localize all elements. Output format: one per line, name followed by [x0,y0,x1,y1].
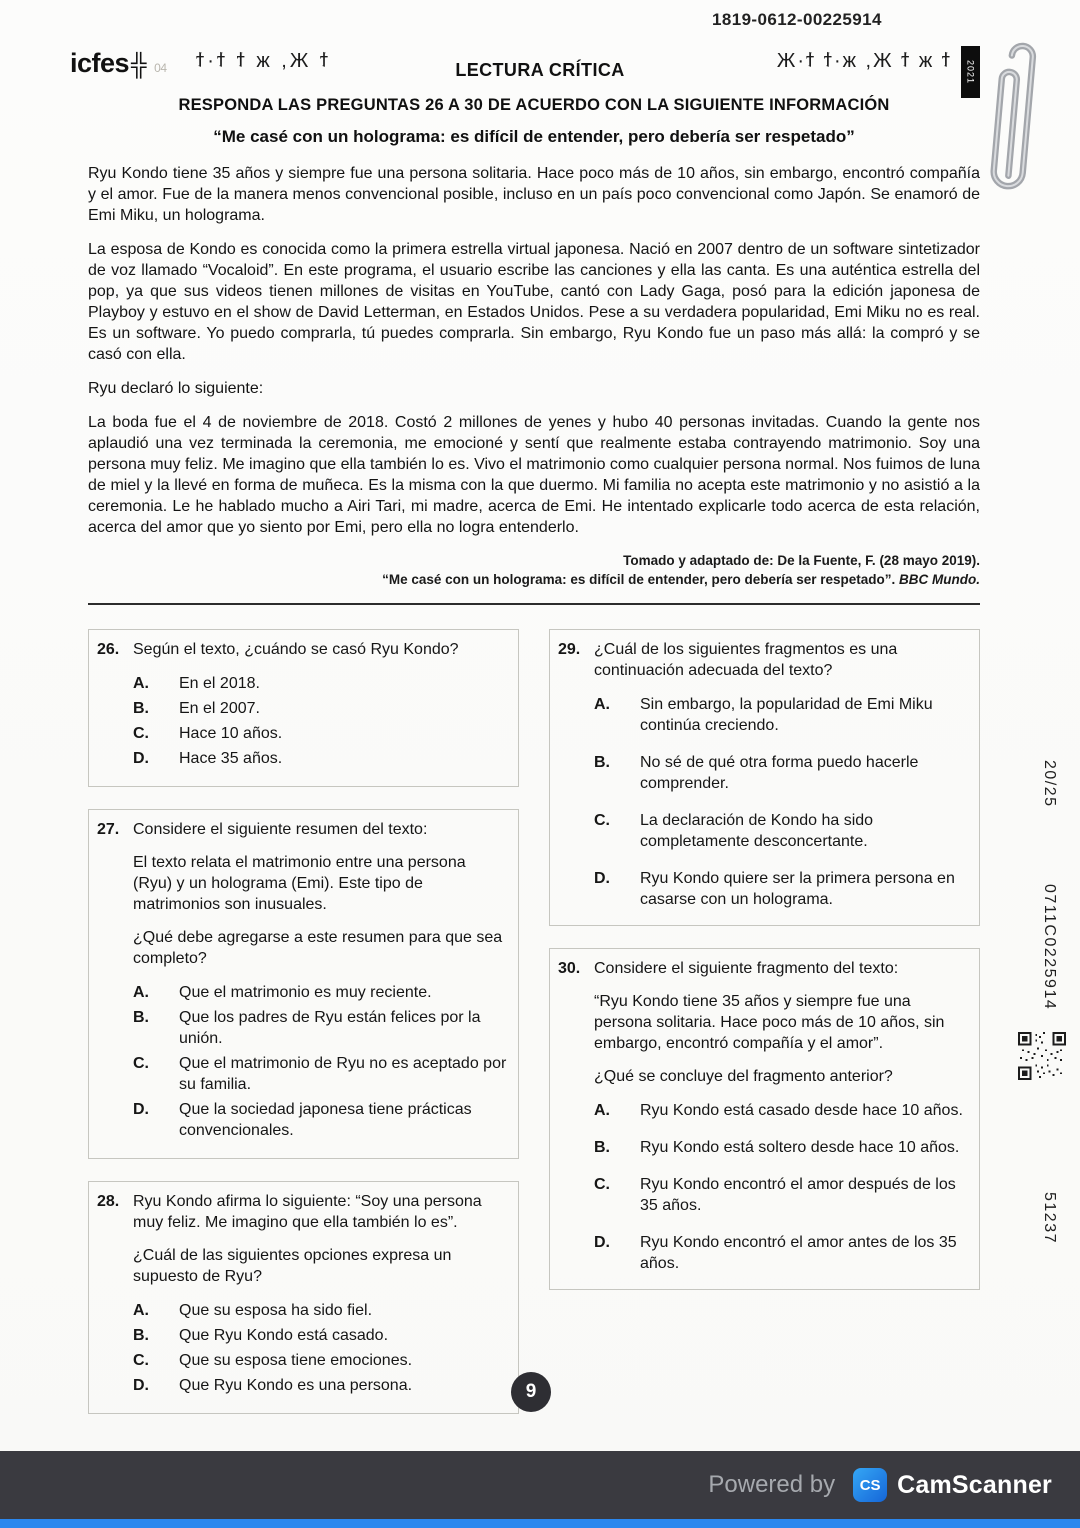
option-row [558,810,969,852]
question-number: 30. [558,960,581,977]
options-list [97,1300,508,1396]
decorative-marks-left: ϯ·ϯ ϯ ж ,Ж ϯ [196,50,332,72]
page-number-badge: 9 [511,1372,551,1412]
question-30 [549,948,980,1290]
icfes-logo-text: icfes [70,48,130,78]
question-26 [88,629,519,787]
options-list [558,694,969,910]
passage-title: “Me casé con un holograma: es difícil de entender, pero debería ser respetado” [213,127,855,146]
option-text: Ryu Kondo encontró el amor antes de los 35 años. [640,1234,957,1272]
passage-paragraph-2: La esposa de Kondo es conocida como la primera estrella virtual japonesa. Nació en 2007 dentro de un software sintetizador de voz llamado “Vocaloid”. En este programa, el usuario escribe las canciones y ella las canta. Es una auténtica estrella del pop, ya que sus videos tienen millones de visitas en YouTube, cantó con Lady Gaga, posó para la edición japonesa de Playboy y estuvo en el show de David Letterman, en Estados Unidos. Pese a su verdadera popularidad, Emi Miku no es real. Es un software. Yo puedo comprarla, tú puedes comprarla. Sin embargo, Ryu Kondo fue un paso más allá: la compró y se casó con ella. [88,241,980,363]
option-letter: D. [594,1234,610,1251]
icfes-logo-mark: ╬ [131,52,147,77]
option-text: No sé de qué otra forma puedo hacerle comprender. [640,754,919,792]
option-text: Sin embargo, la popularidad de Emi Miku continúa creciendo. [640,696,933,734]
questions-column-right [549,629,980,1312]
question-body [97,1245,508,1287]
option-row [558,1137,969,1158]
option-text: Que Ryu Kondo está casado. [179,1327,389,1344]
icfes-logo-note: 04 [154,61,167,75]
attribution-line-2: “Me casé con un holograma: es difícil de entender, pero debería ser respetado”. [382,572,900,587]
attribution [88,551,980,589]
option-text: Hace 10 años. [179,725,283,742]
option-letter: B. [594,1139,610,1156]
option-text: Ryu Kondo encontró el amor después de los 35 años. [640,1176,956,1214]
option-text: Que la sociedad japonesa tiene prácticas convencionales. [179,1101,472,1139]
option-letter: B. [133,700,149,717]
camscanner-badge-icon: CS [853,1468,887,1502]
option-letter: B. [133,1009,149,1026]
question-28 [88,1181,519,1414]
option-text: La declaración de Kondo ha sido completamente desconcertante. [640,812,874,850]
option-text: Que su esposa tiene emociones. [179,1352,413,1369]
declaration-intro: Ryu declaró lo siguiente: [88,380,264,397]
sidebar-code-2: 51237 [1041,1192,1058,1244]
question-number: 26. [97,641,120,658]
option-letter: C. [594,812,610,829]
question-body-paragraph: ¿Qué debe agregarse a este resumen para que sea completo? [133,929,503,967]
option-text: Que su esposa ha sido fiel. [179,1302,373,1319]
option-letter: A. [594,696,610,713]
option-letter: A. [133,984,149,1001]
powered-by-label: Powered by [708,1471,836,1498]
option-row [558,752,969,794]
option-letter: B. [133,1327,149,1344]
question-29 [549,629,980,926]
question-body [97,852,508,969]
option-letter: C. [133,725,149,742]
question-stem: Considere el siguiente resumen del texto: [133,821,428,838]
option-letter: C. [133,1352,149,1369]
option-row [97,982,508,1003]
sidebar-code: 0711C0225914 [1041,884,1058,1011]
camscanner-brand: CamScanner [897,1470,1052,1499]
question-body-paragraph: El texto relata el matrimonio entre una persona (Ryu) y un holograma (Emi). Este tipo de matrimonios son inusuales. [133,854,466,913]
option-row [558,868,969,910]
option-letter: C. [594,1176,610,1193]
option-text: Ryu Kondo está casado desde hace 10 años. [640,1102,963,1119]
camscanner-logo [853,1468,1052,1502]
option-text: En el 2007. [179,700,260,717]
option-letter: D. [594,870,610,887]
option-row [558,1232,969,1274]
option-text: Que el matrimonio de Ryu no es aceptado por su familia. [179,1055,507,1093]
options-list [97,982,508,1141]
footer-accent-bar [0,1519,1080,1528]
option-row [97,1053,508,1095]
declaration-paragraph: La boda fue el 4 de noviembre de 2018. Costó 2 millones de yenes y hubo 40 personas invitadas. Cuando la gente nos aplaudió una vez terminada la ceremonia, me emocioné y sentí que realmente estaba contrayendo matrimonio. Soy una persona muy feliz. Me imagino que ella también lo es. Vivo el matrimonio como cualquier persona normal. Nos fuimos de luna de miel y la llevé en forma de muñeca. Es la misma con la que duermo. Mi familia no acepta este matrimonio y no asistió a la ceremonia. Le he hablado mucho a Airi Tari, mi madre, acerca de Emi. He intentado explicarle todo acerca de esta relación, acerca del amor que yo siento por Emi, pero ella no logra entenderlo. [88,414,980,536]
reading-passage [88,163,980,538]
option-letter: D. [133,1377,149,1394]
passage-divider [88,603,980,605]
option-row [558,694,969,736]
question-body [558,991,969,1087]
question-number: 27. [97,821,120,838]
decorative-marks-right: Ж·ϯ ϯ·ж ,Ж ϯ ж ϯ [776,50,952,72]
option-text: Que los padres de Ryu están felices por la unión. [179,1009,481,1047]
option-row [558,1100,969,1121]
option-letter: D. [133,750,149,767]
option-text: Que el matrimonio es muy reciente. [179,984,432,1001]
option-row [97,1375,508,1396]
question-number: 28. [97,1193,120,1210]
option-row [97,1350,508,1371]
question-stem: Ryu Kondo afirma lo siguiente: “Soy una persona muy feliz. Me imagino que ella también lo es”. [133,1193,482,1231]
corner-tag: 2021 [961,46,980,98]
questions-area [88,629,980,1436]
option-letter: A. [133,1302,149,1319]
questions-column-left [88,629,519,1436]
options-list [558,1100,969,1274]
option-row [97,1007,508,1049]
passage-paragraph-1: Ryu Kondo tiene 35 años y siempre fue una persona solitaria. Hace poco más de 10 años, sin embargo, encontró compañía y el amor. Fue de la manera menos convencional posible, incluso en un país poco convencional como Japón. Se enamoró de Emi Miku, un holograma. [88,165,980,224]
question-body-paragraph: ¿Cuál de las siguientes opciones expresa un supuesto de Ryu? [133,1247,452,1285]
attribution-line-1: Tomado y adaptado de: De la Fuente, F. (28 mayo 2019). [623,553,980,568]
question-number: 29. [558,641,581,658]
question-stem: ¿Cuál de los siguientes fragmentos es una continuación adecuada del texto? [594,641,898,679]
option-row [97,1099,508,1141]
option-text: Que Ryu Kondo es una persona. [179,1377,413,1394]
options-list [97,673,508,769]
option-row [558,1174,969,1216]
option-row [97,673,508,694]
option-text: Hace 35 años. [179,750,283,767]
option-row [97,698,508,719]
option-text: En el 2018. [179,675,260,692]
option-letter: B. [594,754,610,771]
sidebar-page-fraction: 20/25 [1041,760,1058,808]
option-text: Ryu Kondo quiere ser la primera persona en casarse con un holograma. [640,870,955,908]
option-row [97,748,508,769]
option-letter: A. [594,1102,610,1119]
option-row [97,1300,508,1321]
qr-code-icon [1018,1028,1066,1089]
option-letter: D. [133,1101,149,1118]
question-27 [88,809,519,1159]
option-letter: C. [133,1055,149,1072]
question-stem: Considere el siguiente fragmento del texto: [594,960,899,977]
section-title: LECTURA CRÍTICA [455,60,625,80]
instruction-heading: RESPONDA LAS PREGUNTAS 26 A 30 DE ACUERDO CON LA SIGUIENTE INFORMACIÓN [178,96,890,114]
question-body-paragraph: ¿Qué se concluye del fragmento anterior? [594,1068,893,1085]
option-text: Ryu Kondo está soltero desde hace 10 años. [640,1139,960,1156]
option-letter: A. [133,675,149,692]
document-number: 1819-0612-00225914 [712,10,882,29]
attribution-source: BBC Mundo. [899,572,980,587]
camscanner-footer [0,1451,1080,1528]
question-stem: Según el texto, ¿cuándo se casó Ryu Kondo? [133,641,459,658]
option-row [97,723,508,744]
question-body-paragraph: “Ryu Kondo tiene 35 años y siempre fue una persona solitaria. Hace poco más de 10 años, sin embargo, encontró compañía y el amor”. [594,993,945,1052]
option-row [97,1325,508,1346]
